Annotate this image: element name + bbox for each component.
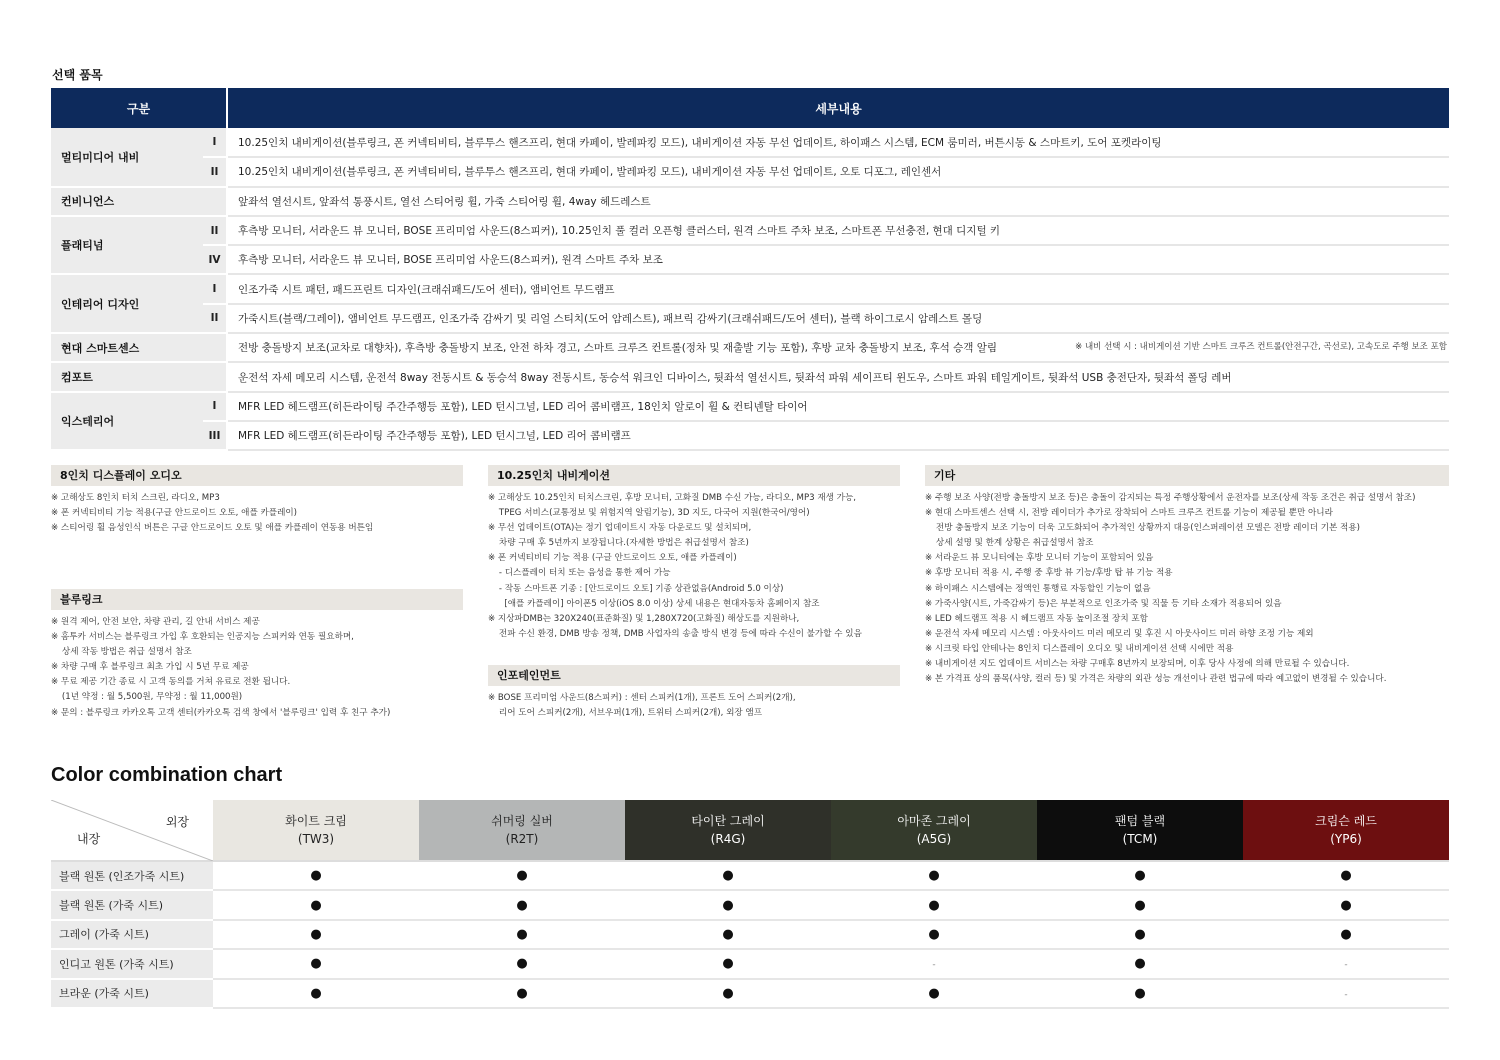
available-dot: ●: [310, 868, 322, 884]
note-item: ※ 고해상도 10.25인치 터치스크린, 후방 모니터, 고화질 DMB 수신 가능, 라디오, MP3 재생 가능,: [488, 493, 857, 503]
options-table: [51, 88, 1449, 451]
notes-etc-title: 기타: [925, 465, 1449, 486]
available-dot: ●: [722, 956, 734, 972]
availability-cell: [831, 890, 1037, 919]
unavailable-mark: -: [1344, 960, 1348, 971]
notes-audio: [51, 465, 463, 536]
exterior-color-name: 쉬머링 실버: [491, 814, 553, 828]
availability-cell: [213, 890, 419, 919]
note-item: [애플 카플레이] 아이폰5 이상(iOS 8.0 이상) 상세 내용은 현대자동차 홈페이지 참조: [488, 598, 820, 609]
option-category: 플래티넘: [51, 216, 203, 275]
available-dot: ●: [1134, 897, 1146, 913]
availability-cell: [1243, 890, 1449, 919]
note-item: ※ 폰 커넥티비티 기능 적용 (구글 안드로이드 오토, 애플 카플레이): [488, 553, 737, 564]
option-detail: 운전석 자세 메모리 시스템, 운전석 8way 전동시트 & 동승석 8way 전동시트, 동승석 워크인 디바이스, 뒷좌석 열선시트, 뒷좌석 파워 세이프티 윈도우, 스마트 파워 테일게이트, 뒷좌석 USB 충전단자, 뒷좌석 폴딩 레버: [238, 371, 1232, 384]
available-dot: ●: [310, 897, 322, 913]
exterior-color-name: 아마존 그레이: [897, 814, 971, 828]
availability-cell: [213, 979, 419, 1008]
available-dot: ●: [1134, 985, 1146, 1001]
available-dot: ●: [310, 926, 322, 942]
available-dot: ●: [1134, 926, 1146, 942]
option-detail: 10.25인치 내비게이션(블루링크, 폰 커넥티비티, 블루투스 핸즈프리, 현대 카페이, 발레파킹 모드), 내비게이션 자동 무선 업데이트, 하이패스 시스템, ECM 룸미러, 버튼시동 & 스마트키, 도어 포켓라이팅: [238, 136, 1162, 149]
available-dot: ●: [1134, 956, 1146, 972]
option-grade: [203, 187, 227, 216]
note-item: ※ 서라운드 뷰 모니터에는 후방 모니터 기능이 포함되어 있음: [925, 553, 1154, 564]
option-grade: IV: [203, 245, 227, 274]
note-item: ※ 운전석 자세 메모리 시스템 : 아웃사이드 미러 메모리 및 후진 시 아웃사이드 미러 하향 조정 기능 제외: [925, 628, 1314, 639]
option-category: 익스테리어: [51, 392, 203, 451]
note-item: - 작동 스마트폰 기종 : [안드로이드 오토] 기종 상관없음(Android 5.0 이상): [488, 583, 784, 594]
exterior-color-name: 화이트 크림: [285, 814, 347, 828]
option-row: [51, 421, 1449, 450]
note-item: TPEG 서비스(교통정보 및 위험지역 알림기능), 3D 지도, 다국어 지원(한국어/영어): [488, 508, 810, 519]
note-item: ※ 차량 구매 후 블루링크 최초 가입 시 5년 무료 제공: [51, 662, 249, 673]
note-item: ※ 후방 모니터 적용 시, 주행 중 후방 뷰 기능/후방 탑 뷰 기능 적용: [925, 568, 1173, 579]
notes-bluelink-list: [51, 615, 463, 721]
note-item: 차량 구매 후 5년까지 보장됩니다.(자세한 방법은 취급설명서 참조): [488, 538, 749, 549]
exterior-color-code: (TCM): [1122, 832, 1158, 846]
options-section-title: 선택 품목: [52, 68, 103, 82]
options-header-category: 구분: [51, 88, 227, 128]
availability-cell: [213, 861, 419, 890]
color-chart-table: [51, 800, 1449, 1009]
available-dot: ●: [928, 926, 940, 942]
notes-bluelink: [51, 589, 463, 721]
note-item: ※ 문의 : 블루링크 카카오톡 고객 센터(카카오톡 검색 창에서 '블루링크' 입력 후 친구 추가): [51, 707, 391, 718]
exterior-color-header: [1037, 800, 1243, 861]
notes-navi: [488, 465, 900, 642]
exterior-axis-label: 외장: [165, 815, 189, 829]
option-detail-cell: [227, 362, 1449, 391]
interior-name: 그레이 (가죽 시트): [51, 920, 213, 949]
note-item: ※ 가죽사양(시트, 가죽감싸기 등)은 부분적으로 인조가죽 및 직물 등 기타 소재가 적용되어 있음: [925, 598, 1282, 609]
available-dot: ●: [722, 868, 734, 884]
options-header-detail: 세부내용: [227, 88, 1449, 128]
option-row: [51, 392, 1449, 421]
note-item: ※ 본 가격표 상의 품목(사양, 컬러 등) 및 가격은 차량의 외관 성능 개선이나 관련 법규에 따라 예고없이 변경될 수 있습니다.: [925, 674, 1387, 685]
options-table-body: [51, 128, 1449, 450]
option-row: [51, 304, 1449, 333]
option-detail-cell: [227, 392, 1449, 421]
note-item: ※ 홈투카 서비스는 블루링크 가입 후 호환되는 인공지능 스피커와 연동 필요하며,: [51, 632, 354, 643]
note-item: ※ 주행 보조 사양(전방 충돌방지 보조 등)은 충돌이 감지되는 특정 주행상황에서 운전자를 보조(상세 작동 조건은 취급 설명서 참조): [925, 493, 1416, 503]
option-detail-cell: [227, 157, 1449, 186]
exterior-color-header: [831, 800, 1037, 861]
notes-etc-list: [925, 491, 1449, 687]
option-detail-cell: [227, 304, 1449, 333]
color-chart-header-row: [51, 800, 1449, 861]
availability-cell: [419, 890, 625, 919]
availability-cell: [625, 890, 831, 919]
availability-cell: [831, 979, 1037, 1008]
unavailable-mark: -: [932, 960, 936, 971]
exterior-color-code: (YP6): [1330, 832, 1362, 846]
availability-cell: [831, 920, 1037, 949]
note-item: ※ 시크릿 타입 안테나는 8인치 디스플레이 오디오 및 내비게이션 선택 시에만 적용: [925, 643, 1234, 654]
availability-cell: [1037, 979, 1243, 1008]
notes-infotainment-title: 인포테인먼트: [488, 665, 900, 686]
interior-row: [51, 949, 1449, 978]
option-grade: II: [203, 304, 227, 333]
option-grade: I: [203, 274, 227, 303]
interior-row: [51, 890, 1449, 919]
note-item: ※ 지상파DMB는 320X240(표준화질) 및 1,280X720(고화질) 해상도를 지원하나,: [488, 613, 800, 624]
notes-infotainment: [488, 665, 900, 721]
option-row: [51, 216, 1449, 245]
option-detail: 앞좌석 열선시트, 앞좌석 통풍시트, 열선 스티어링 휠, 가죽 스티어링 휠, 4way 헤드레스트: [238, 195, 651, 208]
available-dot: ●: [1134, 868, 1146, 884]
available-dot: ●: [516, 985, 528, 1001]
note-item: ※ 무선 업데이트(OTA)는 정기 업데이트시 자동 다운로드 및 설치되며,: [488, 523, 752, 534]
option-detail: 후측방 모니터, 서라운드 뷰 모니터, BOSE 프리미엄 사운드(8스피커), 원격 스마트 주차 보조: [238, 254, 663, 267]
option-note: ※ 내비 선택 시 : 내비게이션 기반 스마트 크루즈 컨트롤(안전구간, 곡선로), 고속도로 주행 보조 포함: [1075, 342, 1447, 353]
available-dot: ●: [516, 868, 528, 884]
availability-cell: [419, 861, 625, 890]
note-item: - 디스플레이 터치 또는 음성을 통한 제어 가능: [488, 568, 671, 579]
option-row: [51, 128, 1449, 157]
option-row: [51, 245, 1449, 274]
note-item: ※ 고해상도 8인치 터치 스크린, 라디오, MP3: [51, 493, 220, 503]
option-category: 현대 스마트센스: [51, 333, 203, 362]
option-category: 컨비니언스: [51, 187, 203, 216]
available-dot: ●: [928, 897, 940, 913]
option-grade: I: [203, 392, 227, 421]
available-dot: ●: [516, 956, 528, 972]
availability-cell: [1243, 920, 1449, 949]
note-item: ※ 무료 제공 기간 종료 시 고객 동의를 거쳐 유료로 전환 됩니다.: [51, 677, 291, 688]
exterior-color-header: [213, 800, 419, 861]
note-item: 전방 충돌방지 보조 기능이 더욱 고도화되어 추가적인 상황까지 대응(인스퍼레이션 모델은 전방 레이더 기본 적용): [925, 523, 1361, 534]
availability-cell: [625, 949, 831, 978]
interior-row: [51, 861, 1449, 890]
option-category: 멀티미디어 내비: [51, 128, 203, 187]
note-item: (1년 약정 : 월 5,500원, 무약정 : 월 11,000원): [51, 692, 243, 703]
option-detail-cell: [227, 128, 1449, 157]
available-dot: ●: [928, 985, 940, 1001]
exterior-color-code: (R4G): [710, 832, 746, 846]
option-detail-cell: [227, 274, 1449, 303]
available-dot: ●: [722, 926, 734, 942]
color-chart-corner: [51, 800, 213, 861]
option-detail-cell: [227, 333, 1449, 362]
availability-cell: [1037, 949, 1243, 978]
exterior-color-name: 타이탄 그레이: [691, 814, 765, 828]
exterior-color-header: [625, 800, 831, 861]
note-item: 전파 수신 환경, DMB 방송 정책, DMB 사업자의 송출 방식 변경 등에 따라 수신이 불가할 수 있음: [488, 628, 862, 639]
available-dot: ●: [928, 868, 940, 884]
note-item: ※ 폰 커넥티비티 기능 적용(구글 안드로이드 오토, 애플 카플레이): [51, 508, 298, 519]
option-detail: 후측방 모니터, 서라운드 뷰 모니터, BOSE 프리미엄 사운드(8스피커), 10.25인치 풀 컬러 오픈형 클러스터, 원격 스마트 주차 보조, 스마트폰 무선충전, 현대 디지털 키: [238, 225, 1001, 238]
available-dot: ●: [1340, 926, 1352, 942]
interior-name: 블랙 원톤 (가죽 시트): [51, 890, 213, 919]
option-grade: II: [203, 216, 227, 245]
notes-bluelink-title: 블루링크: [51, 589, 463, 610]
available-dot: ●: [722, 985, 734, 1001]
exterior-color-header: [419, 800, 625, 861]
available-dot: ●: [722, 897, 734, 913]
option-row: [51, 362, 1449, 391]
exterior-color-code: (R2T): [505, 832, 539, 846]
interior-name: 인디고 원톤 (가죽 시트): [51, 949, 213, 978]
notes-audio-title: 8인치 디스플레이 오디오: [51, 465, 463, 486]
option-grade: II: [203, 157, 227, 186]
option-detail: MFR LED 헤드램프(히든라이팅 주간주행등 포함), LED 턴시그널, LED 리어 콤비램프, 18인치 알로이 휠 & 컨티넨탈 타이어: [238, 400, 808, 413]
option-detail-cell: [227, 245, 1449, 274]
option-grade: I: [203, 128, 227, 157]
exterior-color-header: [1243, 800, 1449, 861]
availability-cell: [625, 861, 831, 890]
options-header-row: [51, 88, 1449, 128]
color-chart-body: [51, 861, 1449, 1008]
option-detail: 전방 충돌방지 보조(교차로 대향차), 후측방 충돌방지 보조, 안전 하차 경고, 스마트 크루즈 컨트롤(정차 및 재출발 기능 포함), 후방 교차 충돌방지 보조, 후석 승객 알림: [238, 342, 997, 355]
notes-etc: [925, 465, 1449, 687]
option-row: [51, 187, 1449, 216]
available-dot: ●: [310, 985, 322, 1001]
interior-name: 블랙 원톤 (인조가죽 시트): [51, 861, 213, 890]
exterior-color-code: (A5G): [916, 832, 952, 846]
exterior-color-name: 크림슨 레드: [1315, 814, 1377, 828]
note-item: ※ 하이패스 시스템에는 정액인 통행료 자동할인 기능이 없음: [925, 583, 1151, 594]
note-item: 상세 설명 및 한계 상황은 취급설명서 참조: [925, 538, 1094, 549]
option-row: [51, 157, 1449, 186]
option-detail-cell: [227, 187, 1449, 216]
note-item: ※ 스티어링 휠 음성인식 버튼은 구글 안드로이드 오토 및 애플 카플레이 연동용 버튼임: [51, 523, 374, 534]
option-row: [51, 274, 1449, 303]
availability-cell: [419, 979, 625, 1008]
option-row: [51, 333, 1449, 362]
available-dot: ●: [1340, 897, 1352, 913]
note-item: ※ 원격 제어, 안전 보안, 차량 관리, 길 안내 서비스 제공: [51, 617, 260, 627]
availability-cell: [213, 949, 419, 978]
note-item: 상세 작동 방법은 취급 설명서 참조: [51, 647, 192, 658]
availability-cell: [1243, 949, 1449, 978]
available-dot: ●: [516, 897, 528, 913]
availability-cell: [1243, 979, 1449, 1008]
interior-axis-label: 내장: [77, 832, 101, 846]
option-detail: 10.25인치 내비게이션(블루링크, 폰 커넥티비티, 블루투스 핸즈프리, 현대 카페이, 발레파킹 모드), 내비게이션 자동 무선 업데이트, 오토 디포그, 레인센서: [238, 166, 942, 179]
availability-cell: [625, 920, 831, 949]
note-item: ※ 내비게이션 지도 업데이트 서비스는 차량 구매후 8년까지 보장되며, 이후 당사 사정에 의해 만료될 수 있습니다.: [925, 659, 1350, 670]
notes-audio-list: [51, 491, 463, 536]
note-item: ※ BOSE 프리미엄 사운드(8스피커) : 센터 스피커(1개), 프론트 도어 스피커(2개),: [488, 693, 796, 703]
interior-row: [51, 979, 1449, 1008]
exterior-color-name: 팬텀 블랙: [1114, 814, 1166, 828]
option-detail: 인조가죽 시트 패턴, 패드프린트 디자인(크래쉬패드/도어 센터), 앰비언트 무드램프: [238, 283, 615, 296]
note-item: 리어 도어 스피커(2개), 서브우퍼(1개), 트위터 스피커(2개), 외장 앰프: [488, 708, 763, 719]
available-dot: ●: [516, 926, 528, 942]
availability-cell: [831, 949, 1037, 978]
note-item: ※ LED 헤드램프 적용 시 헤드램프 자동 높이조절 장치 포함: [925, 613, 1148, 624]
interior-name: 브라운 (가죽 시트): [51, 979, 213, 1008]
option-grade: [203, 362, 227, 391]
availability-cell: [1037, 890, 1243, 919]
available-dot: ●: [310, 956, 322, 972]
availability-cell: [1037, 920, 1243, 949]
option-detail: 가죽시트(블랙/그레이), 앰비언트 무드램프, 인조가죽 감싸기 및 리얼 스티치(도어 암레스트), 패브릭 감싸기(크래쉬패드/도어 센터), 블랙 하이그로시 암레스트 몰딩: [238, 312, 983, 325]
availability-cell: [625, 979, 831, 1008]
notes-navi-title: 10.25인치 내비게이션: [488, 465, 900, 486]
availability-cell: [213, 920, 419, 949]
option-detail-cell: [227, 216, 1449, 245]
option-category: 인테리어 디자인: [51, 274, 203, 333]
availability-cell: [1037, 861, 1243, 890]
availability-cell: [1243, 861, 1449, 890]
exterior-color-code: (TW3): [297, 832, 335, 846]
option-grade: III: [203, 421, 227, 450]
availability-cell: [419, 949, 625, 978]
interior-row: [51, 920, 1449, 949]
available-dot: ●: [1340, 868, 1352, 884]
unavailable-mark: -: [1344, 989, 1348, 1000]
option-detail-cell: [227, 421, 1449, 450]
option-category: 컴포트: [51, 362, 203, 391]
color-chart-title: Color combination chart: [51, 764, 283, 786]
option-grade: [203, 333, 227, 362]
option-detail: MFR LED 헤드램프(히든라이팅 주간주행등 포함), LED 턴시그널, LED 리어 콤비램프: [238, 430, 631, 443]
availability-cell: [831, 861, 1037, 890]
notes-infotainment-list: [488, 691, 900, 721]
note-item: ※ 현대 스마트센스 선택 시, 전방 레이더가 추가로 장착되어 스마트 크루즈 컨트롤 기능이 제공될 뿐만 아니라: [925, 508, 1333, 519]
notes-navi-list: [488, 491, 900, 642]
availability-cell: [419, 920, 625, 949]
